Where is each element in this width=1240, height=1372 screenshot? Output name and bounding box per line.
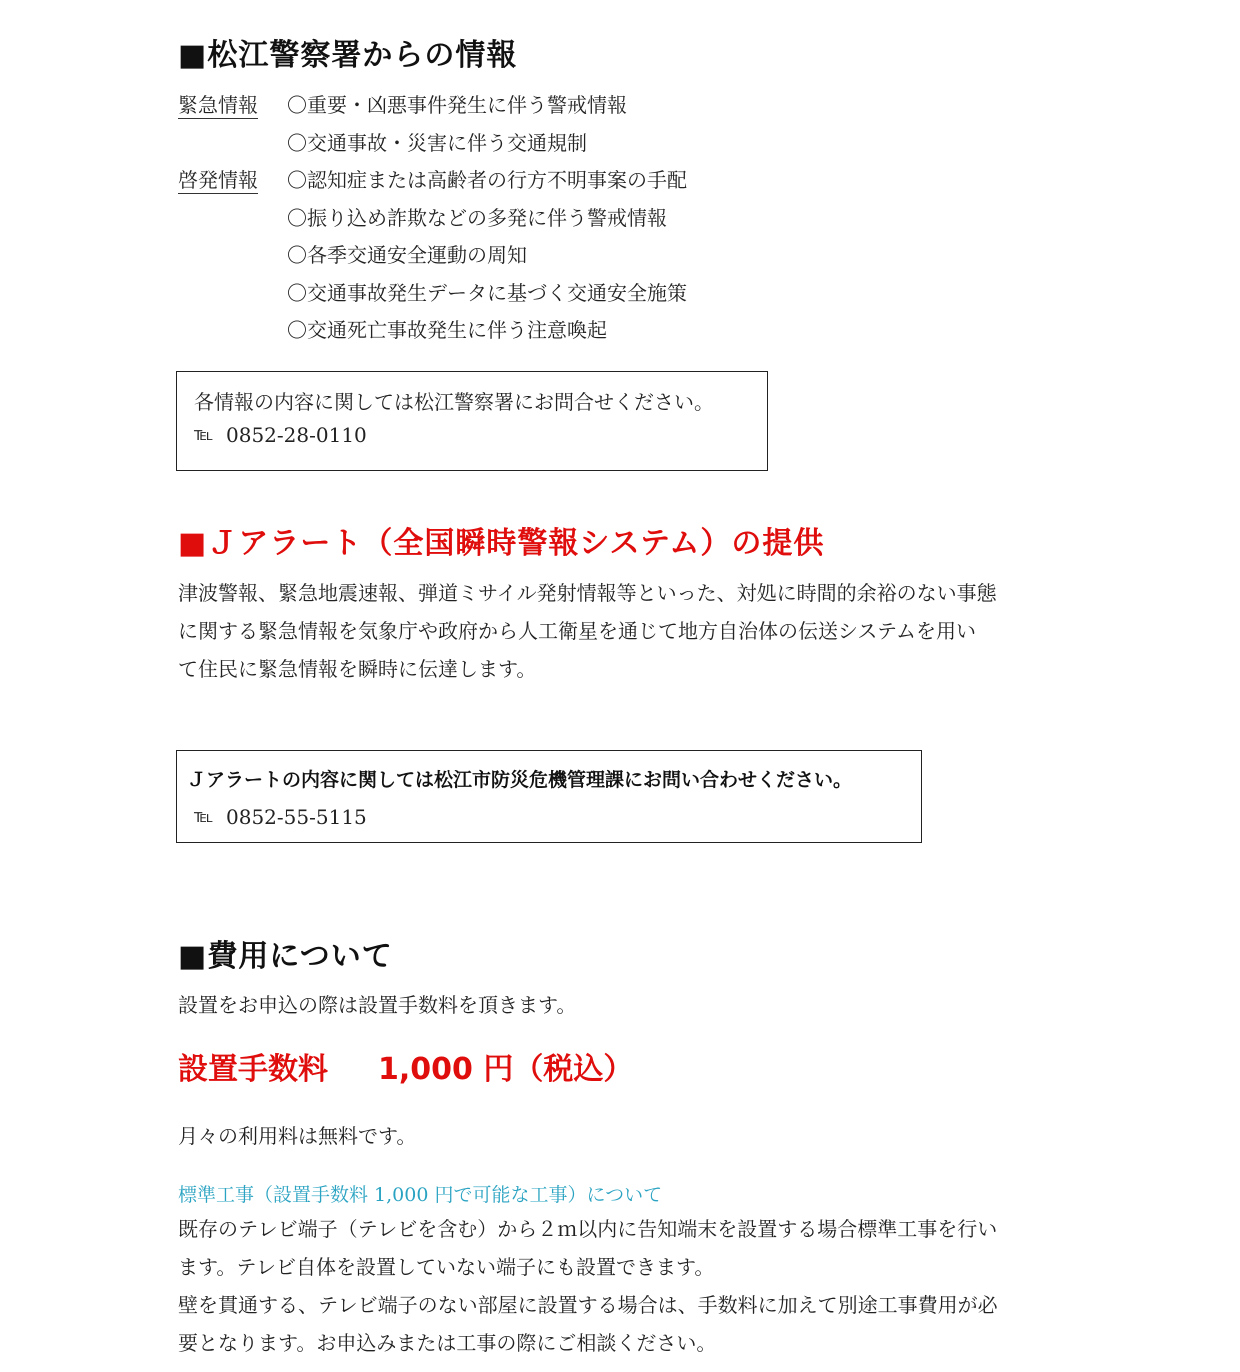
jalert-contact-box xyxy=(176,750,922,843)
police-tel-number: 0852-28-0110 xyxy=(226,423,367,447)
standard-work-link[interactable]: 標準工事（設置手数料 1,000 円で可能な工事）について xyxy=(178,1184,663,1206)
emergency-item: 〇重要・凶悪事件発生に伴う警戒情報 xyxy=(287,93,627,117)
standard-work-line: ます。テレビ自体を設置していない端子にも設置できます。 xyxy=(178,1255,715,1279)
jalert-paragraph-line: て住民に緊急情報を瞬時に伝達します。 xyxy=(178,657,537,681)
jalert-tel-number: 0852-55-5115 xyxy=(226,805,367,829)
police-contact-text: 各情報の内容に関しては松江警察署にお問合せください。 xyxy=(194,390,714,414)
cost-intro: 設置をお申込の際は設置手数料を頂きます。 xyxy=(178,993,577,1017)
awareness-label: 啓発情報 xyxy=(178,168,258,192)
jalert-paragraph-line: に関する緊急情報を気象庁や政府から人工衛星を通じて地方自治体の伝送システムを用い xyxy=(178,619,976,643)
police-contact-box xyxy=(176,371,768,471)
awareness-item: 〇認知症または高齢者の行方不明事案の手配 xyxy=(287,168,687,192)
awareness-item: 〇交通死亡事故発生に伴う注意喚起 xyxy=(287,318,607,342)
police-heading: ■松江警察署からの情報 xyxy=(178,38,518,73)
jalert-paragraph-line: 津波警報、緊急地震速報、弾道ミサイル発射情報等といった、対処に時間的余裕のない事態 xyxy=(178,581,997,605)
awareness-item: 〇振り込め詐欺などの多発に伴う警戒情報 xyxy=(287,206,667,230)
jalert-tel-label: ℡ xyxy=(194,806,214,827)
emergency-label: 緊急情報 xyxy=(178,93,258,117)
awareness-item: 〇交通事故発生データに基づく交通安全施策 xyxy=(287,281,687,305)
jalert-heading: ■Ｊアラート（全国瞬時警報システム）の提供 xyxy=(178,526,825,561)
fee-amount: 1,000 円（税込） xyxy=(378,1052,634,1087)
cost-heading: ■費用について xyxy=(178,939,393,974)
jalert-contact-text: Ｊアラートの内容に関しては松江市防災危機管理課にお問い合わせください。 xyxy=(187,769,853,791)
awareness-item: 〇各季交通安全運動の周知 xyxy=(287,243,527,267)
monthly-fee-text: 月々の利用料は無料です。 xyxy=(178,1124,417,1148)
standard-work-line: 要となります。お申込みまたは工事の際にご相談ください。 xyxy=(178,1331,717,1355)
emergency-item: 〇交通事故・災害に伴う交通規制 xyxy=(287,131,587,155)
fee-label: 設置手数料 xyxy=(178,1052,328,1087)
police-tel-label: ℡ xyxy=(194,424,214,445)
standard-work-line: 壁を貫通する、テレビ端子のない部屋に設置する場合は、手数料に加えて別途工事費用が必 xyxy=(178,1293,998,1317)
standard-work-line: 既存のテレビ端子（テレビを含む）から２ｍ以内に告知端末を設置する場合標準工事を行い xyxy=(178,1217,998,1241)
